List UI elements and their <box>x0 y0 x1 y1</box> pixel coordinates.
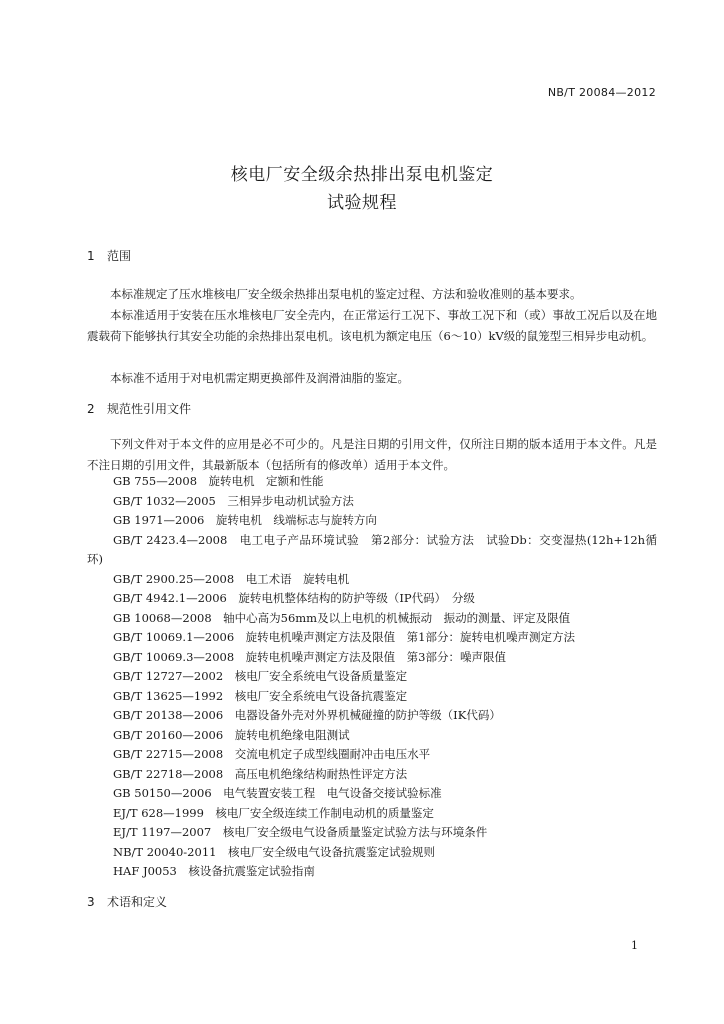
paragraph: 本标准不适用于对电机需定期更换部件及润滑油脂的鉴定。 <box>110 371 409 385</box>
list-item: GB/T 1032—2005 三相异步电动机试验方法 <box>113 493 354 508</box>
list-item: GB/T 20160—2006 旋转电机绝缘电阻测试 <box>113 727 350 742</box>
list-item: EJ/T 1197—2007 核电厂安全级电气设备质量鉴定试验方法与环境条件 <box>113 825 488 839</box>
list-item: GB/T 10069.3—2008 旋转电机噪声测定方法及限值 第3部分：噪声限值 <box>113 649 506 664</box>
list-item: GB/T 12727—2002 核电厂安全系统电气设备质量鉴定 <box>113 669 408 683</box>
list-item: GB/T 2900.25—2008 电工术语 旋转电机 <box>113 571 350 586</box>
section-number: 2 <box>87 402 95 416</box>
list-item: HAF J0053 核设备抗震鉴定试验指南 <box>113 864 315 878</box>
section-number: 3 <box>87 895 95 909</box>
section-2-heading <box>87 400 191 417</box>
list-item: GB/T 10069.1—2006 旋转电机噪声测定方法及限值 第1部分：旋转电机噪声测定方法 <box>113 630 575 644</box>
paragraph: 本标准规定了压水堆核电厂安全级余热排出泵电机的鉴定过程、方法和验收准则的基本要求。 <box>110 287 582 301</box>
list-item: GB/T 2423.4—2008 电工电子产品环境试验 第2部分：试验方法 试验Db：交变湿热(12h+12h循环) <box>87 532 657 566</box>
section-1-heading <box>87 247 131 264</box>
list-item: GB/T 22715—2008 交流电机定子成型线圈耐冲击电压水平 <box>113 747 431 761</box>
list-item: GB 50150—2006 电气装置安装工程 电气设备交接试验标准 <box>113 786 442 800</box>
list-item: EJ/T 628—1999 核电厂安全级连续工作制电动机的质量鉴定 <box>113 805 434 820</box>
paragraph: 下列文件对于本文件的应用是必不可少的。凡是注日期的引用文件，仅所注日期的版本适用于本文件。凡是不注日期的引用文件，其最新版本（包括所有的修改单）适用于本文件。 <box>87 437 657 472</box>
section-number: 1 <box>87 249 95 263</box>
section-title: 规范性引用文件 <box>107 402 192 416</box>
list-item: GB 1971—2006 旋转电机 线端标志与旋转方向 <box>113 513 377 527</box>
section-3-heading <box>87 893 167 910</box>
page-number: 1 <box>631 939 638 952</box>
document-title-line2: 试验规程 <box>327 193 397 213</box>
paragraph: 本标准适用于安装在压水堆核电厂安全壳内，在正常运行工况下、事故工况下和（或）事故工况后以及在地震载荷下能够执行其安全功能的余热排出泵电机。该电机为额定电压（6～10）kV级的鼠笼型三相异步电动机。 <box>87 308 657 343</box>
section-title: 术语和定义 <box>107 895 168 909</box>
document-title: 核电厂安全级余热排出泵电机鉴定 <box>230 165 494 185</box>
list-item: GB 10068—2008 轴中心高为56mm及以上电机的机械振动 振动的测量、评定及限值 <box>113 610 571 625</box>
list-item: GB/T 22718—2008 高压电机绝缘结构耐热性评定方法 <box>113 766 408 781</box>
list-item: GB 755—2008 旋转电机 定额和性能 <box>113 474 324 488</box>
list-item: NB/T 20040-2011 核电厂安全级电气设备抗震鉴定试验规则 <box>113 844 435 859</box>
standard-number: NB/T 20084—2012 <box>547 86 656 99</box>
list-item: GB/T 4942.1—2006 旋转电机整体结构的防护等级（IP代码） 分级 <box>113 591 475 605</box>
list-item: GB/T 13625—1992 核电厂安全系统电气设备抗震鉴定 <box>113 688 408 703</box>
reference-list <box>87 472 662 882</box>
list-item: GB/T 20138—2006 电器设备外壳对外界机械碰撞的防护等级（IK代码） <box>113 708 501 722</box>
section-title: 范围 <box>107 249 132 263</box>
